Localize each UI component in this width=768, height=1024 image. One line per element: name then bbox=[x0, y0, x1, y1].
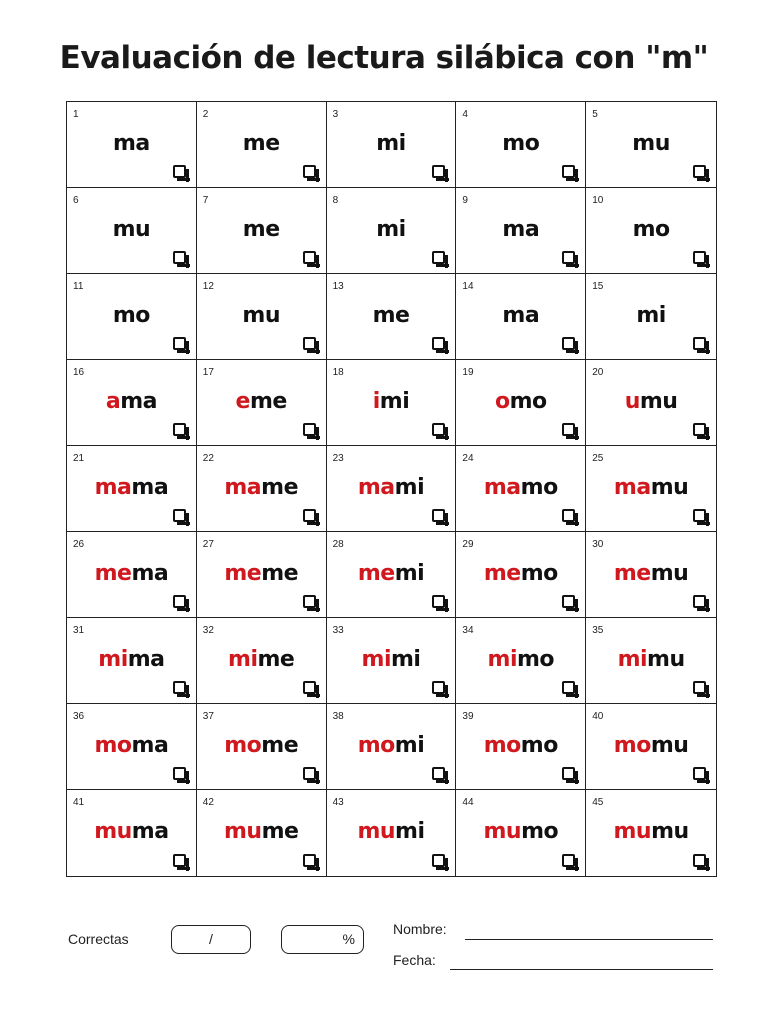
syllable-red-part: me bbox=[224, 561, 262, 586]
checkbox-icon[interactable] bbox=[693, 681, 706, 694]
syllable-red-part: u bbox=[624, 389, 640, 414]
checkbox-icon[interactable] bbox=[562, 509, 575, 522]
cell-number: 21 bbox=[73, 453, 85, 464]
cell-number: 24 bbox=[462, 453, 474, 464]
checkbox-icon[interactable] bbox=[562, 165, 575, 178]
syllable-black-part: me bbox=[261, 475, 299, 500]
syllable-cell bbox=[456, 102, 586, 188]
date-line[interactable] bbox=[450, 969, 713, 970]
syllable-red-part: ma bbox=[483, 475, 521, 500]
correct-label: Correctas bbox=[68, 931, 129, 947]
syllable-black-part: mo bbox=[521, 819, 559, 844]
syllable-word bbox=[327, 819, 456, 844]
syllable-red-part: ma bbox=[94, 475, 132, 500]
checkbox-icon[interactable] bbox=[432, 165, 445, 178]
syllable-black-part: ma bbox=[113, 131, 150, 156]
syllable-black-part: me bbox=[242, 217, 280, 242]
syllable-black-part: ma bbox=[131, 733, 169, 758]
syllable-word bbox=[586, 561, 716, 586]
cell-number: 13 bbox=[332, 281, 344, 292]
syllable-word bbox=[456, 733, 585, 758]
syllable-red-part: ma bbox=[224, 475, 262, 500]
syllable-black-part: ma bbox=[127, 647, 165, 672]
checkbox-icon[interactable] bbox=[173, 251, 186, 264]
syllable-black-part: ma bbox=[131, 475, 169, 500]
syllable-red-part: me bbox=[613, 561, 651, 586]
checkbox-icon[interactable] bbox=[693, 767, 706, 780]
syllable-word bbox=[456, 131, 585, 156]
syllable-red-part: mo bbox=[357, 733, 395, 758]
syllable-word bbox=[327, 217, 456, 242]
syllable-cell bbox=[456, 618, 586, 704]
checkbox-icon[interactable] bbox=[693, 854, 706, 867]
syllable-cell bbox=[327, 360, 457, 446]
syllable-cell bbox=[586, 704, 716, 790]
syllable-grid bbox=[66, 101, 717, 877]
syllable-red-part: ma bbox=[613, 475, 651, 500]
syllable-word bbox=[456, 217, 585, 242]
syllable-black-part: mi bbox=[394, 561, 425, 586]
syllable-black-part: mu bbox=[632, 131, 670, 156]
syllable-cell bbox=[67, 446, 197, 532]
correct-count-field[interactable] bbox=[171, 925, 251, 954]
cell-number: 10 bbox=[592, 195, 604, 206]
syllable-black-part: ma bbox=[502, 217, 540, 242]
cell-number: 4 bbox=[462, 109, 468, 120]
syllable-black-part: mu bbox=[650, 475, 689, 500]
syllable-word bbox=[197, 389, 326, 414]
cell-number: 33 bbox=[332, 625, 344, 636]
syllable-word bbox=[586, 475, 716, 500]
checkbox-icon[interactable] bbox=[173, 337, 186, 350]
cell-number: 25 bbox=[592, 453, 604, 464]
syllable-black-part: mo bbox=[112, 303, 150, 328]
checkbox-icon[interactable] bbox=[562, 337, 575, 350]
cell-number: 36 bbox=[73, 711, 85, 722]
syllable-word bbox=[327, 561, 456, 586]
syllable-word bbox=[327, 733, 456, 758]
syllable-red-part: o bbox=[494, 389, 510, 414]
syllable-red-part: mi bbox=[361, 647, 391, 672]
checkbox-icon[interactable] bbox=[432, 854, 445, 867]
cell-number: 6 bbox=[73, 195, 79, 206]
syllable-word bbox=[197, 819, 326, 844]
cell-number: 23 bbox=[332, 453, 344, 464]
checkbox-icon[interactable] bbox=[432, 767, 445, 780]
syllable-cell bbox=[197, 618, 327, 704]
checkbox-icon[interactable] bbox=[693, 251, 706, 264]
cell-number: 8 bbox=[332, 195, 339, 206]
checkbox-icon[interactable] bbox=[303, 595, 316, 608]
syllable-word bbox=[586, 131, 716, 156]
syllable-red-part: a bbox=[105, 389, 121, 414]
checkbox-icon[interactable] bbox=[173, 681, 186, 694]
syllable-cell bbox=[197, 274, 327, 360]
cell-number: 3 bbox=[332, 109, 339, 120]
syllable-word bbox=[456, 819, 585, 844]
syllable-black-part: mi bbox=[376, 217, 406, 242]
cell-number: 9 bbox=[462, 195, 468, 206]
syllable-black-part: ma bbox=[131, 561, 169, 586]
checkbox-icon[interactable] bbox=[562, 767, 575, 780]
syllable-black-part: mu bbox=[651, 819, 689, 844]
cell-number: 32 bbox=[202, 625, 214, 636]
syllable-word bbox=[197, 131, 326, 156]
cell-number: 40 bbox=[592, 711, 604, 722]
syllable-black-part: me bbox=[242, 131, 280, 156]
syllable-cell bbox=[327, 532, 457, 618]
syllable-cell bbox=[456, 360, 586, 446]
checkbox-icon[interactable] bbox=[432, 337, 445, 350]
syllable-red-part: mi bbox=[228, 647, 258, 672]
cell-number: 42 bbox=[202, 797, 214, 808]
syllable-red-part: i bbox=[372, 389, 380, 414]
syllable-cell bbox=[197, 102, 327, 188]
checkbox-icon[interactable] bbox=[173, 423, 186, 436]
syllable-word bbox=[67, 303, 196, 328]
checkbox-icon[interactable] bbox=[303, 767, 316, 780]
checkbox-icon[interactable] bbox=[303, 423, 316, 436]
syllable-word bbox=[456, 647, 585, 672]
syllable-word bbox=[197, 647, 326, 672]
date-label: Fecha: bbox=[393, 952, 436, 968]
syllable-cell bbox=[456, 446, 586, 532]
cell-number: 16 bbox=[73, 367, 85, 378]
checkbox-icon[interactable] bbox=[173, 854, 186, 867]
syllable-red-part: mi bbox=[98, 647, 128, 672]
syllable-word bbox=[586, 733, 716, 758]
syllable-cell bbox=[67, 188, 197, 274]
cell-number: 15 bbox=[592, 281, 604, 292]
checkbox-icon[interactable] bbox=[562, 681, 575, 694]
syllable-black-part: mo bbox=[502, 131, 540, 156]
syllable-black-part: mi bbox=[379, 389, 410, 414]
cell-number: 2 bbox=[202, 109, 209, 120]
syllable-cell bbox=[67, 102, 197, 188]
syllable-word bbox=[586, 217, 716, 242]
syllable-cell bbox=[327, 704, 457, 790]
syllable-cell bbox=[197, 446, 327, 532]
syllable-red-part: mo bbox=[94, 733, 132, 758]
syllable-cell bbox=[456, 188, 586, 274]
cell-number: 35 bbox=[592, 625, 604, 636]
syllable-word bbox=[456, 561, 585, 586]
syllable-cell bbox=[586, 102, 716, 188]
syllable-cell bbox=[456, 790, 586, 876]
checkbox-icon[interactable] bbox=[693, 423, 706, 436]
syllable-cell bbox=[586, 532, 716, 618]
syllable-cell bbox=[197, 360, 327, 446]
checkbox-icon[interactable] bbox=[173, 767, 186, 780]
syllable-cell bbox=[586, 790, 716, 876]
syllable-cell bbox=[456, 274, 586, 360]
syllable-black-part: mi bbox=[376, 131, 406, 156]
syllable-black-part: mu bbox=[650, 733, 689, 758]
syllable-black-part: mo bbox=[632, 217, 670, 242]
syllable-word bbox=[197, 733, 326, 758]
cell-number: 43 bbox=[332, 797, 344, 808]
cell-number: 28 bbox=[332, 539, 344, 550]
checkbox-icon[interactable] bbox=[303, 165, 316, 178]
checkbox-icon[interactable] bbox=[693, 595, 706, 608]
checkbox-icon[interactable] bbox=[173, 165, 186, 178]
checkbox-icon[interactable] bbox=[303, 509, 316, 522]
cell-number: 39 bbox=[462, 711, 474, 722]
cell-number: 14 bbox=[462, 281, 474, 292]
cell-number: 11 bbox=[73, 281, 84, 292]
syllable-word bbox=[327, 303, 456, 328]
syllable-black-part: mi bbox=[395, 819, 425, 844]
percent-field[interactable] bbox=[281, 925, 364, 954]
syllable-cell bbox=[327, 102, 457, 188]
syllable-black-part: me bbox=[261, 733, 299, 758]
syllable-word bbox=[197, 217, 326, 242]
cell-number: 12 bbox=[202, 281, 214, 292]
syllable-cell bbox=[67, 532, 197, 618]
syllable-cell bbox=[197, 704, 327, 790]
syllable-cell bbox=[67, 274, 197, 360]
syllable-red-part: mi bbox=[487, 647, 517, 672]
syllable-word bbox=[67, 131, 196, 156]
checkbox-icon[interactable] bbox=[693, 509, 706, 522]
syllable-black-part: mi bbox=[390, 647, 421, 672]
syllable-black-part: mo bbox=[517, 647, 555, 672]
syllable-black-part: mi bbox=[394, 733, 425, 758]
cell-number: 38 bbox=[332, 711, 344, 722]
syllable-cell bbox=[197, 532, 327, 618]
syllable-red-part: mo bbox=[224, 733, 262, 758]
syllable-cell bbox=[327, 274, 457, 360]
cell-number: 7 bbox=[202, 195, 209, 206]
syllable-red-part: mu bbox=[483, 819, 522, 844]
syllable-word bbox=[67, 389, 196, 414]
checkbox-icon[interactable] bbox=[693, 165, 706, 178]
cell-number: 34 bbox=[462, 625, 474, 636]
syllable-cell bbox=[67, 790, 197, 876]
syllable-black-part: ma bbox=[131, 819, 169, 844]
syllable-word bbox=[586, 819, 716, 844]
cell-number: 31 bbox=[73, 625, 85, 636]
syllable-word bbox=[67, 217, 196, 242]
syllable-word bbox=[327, 131, 456, 156]
syllable-red-part: ma bbox=[357, 475, 395, 500]
syllable-word bbox=[586, 647, 716, 672]
syllable-black-part: mo bbox=[520, 561, 558, 586]
name-line[interactable] bbox=[465, 939, 713, 940]
checkbox-icon[interactable] bbox=[173, 595, 186, 608]
checkbox-icon[interactable] bbox=[303, 681, 316, 694]
checkbox-icon[interactable] bbox=[432, 509, 445, 522]
checkbox-icon[interactable] bbox=[432, 251, 445, 264]
cell-number: 20 bbox=[592, 367, 604, 378]
syllable-black-part: ma bbox=[120, 389, 157, 414]
cell-number: 41 bbox=[73, 797, 85, 808]
syllable-cell bbox=[67, 360, 197, 446]
cell-number: 26 bbox=[73, 539, 85, 550]
checkbox-icon[interactable] bbox=[303, 854, 316, 867]
cell-number: 18 bbox=[332, 367, 344, 378]
syllable-word bbox=[586, 389, 716, 414]
syllable-cell bbox=[327, 790, 457, 876]
syllable-red-part: mu bbox=[94, 819, 132, 844]
syllable-black-part: mu bbox=[639, 389, 678, 414]
cell-number: 37 bbox=[202, 711, 214, 722]
syllable-black-part: mu bbox=[112, 217, 151, 242]
checkbox-icon[interactable] bbox=[173, 509, 186, 522]
syllable-red-part: me bbox=[483, 561, 521, 586]
syllable-word bbox=[197, 475, 326, 500]
checkbox-icon[interactable] bbox=[562, 251, 575, 264]
syllable-black-part: mi bbox=[394, 475, 425, 500]
syllable-cell bbox=[327, 446, 457, 532]
syllable-red-part: me bbox=[94, 561, 132, 586]
syllable-red-part: mo bbox=[613, 733, 651, 758]
checkbox-icon[interactable] bbox=[303, 337, 316, 350]
syllable-cell bbox=[456, 704, 586, 790]
syllable-word bbox=[67, 647, 196, 672]
cell-number: 45 bbox=[592, 797, 604, 808]
syllable-word bbox=[456, 303, 585, 328]
syllable-word bbox=[67, 733, 196, 758]
cell-number: 19 bbox=[462, 367, 474, 378]
syllable-red-part: mi bbox=[617, 647, 648, 672]
syllable-red-part: mu bbox=[357, 819, 396, 844]
checkbox-icon[interactable] bbox=[562, 423, 575, 436]
cell-number: 22 bbox=[202, 453, 214, 464]
syllable-red-part: e bbox=[235, 389, 250, 414]
syllable-black-part: mu bbox=[650, 561, 689, 586]
syllable-cell bbox=[327, 188, 457, 274]
syllable-cell bbox=[586, 274, 716, 360]
syllable-black-part: me bbox=[261, 561, 299, 586]
syllable-cell bbox=[67, 704, 197, 790]
syllable-word bbox=[327, 647, 456, 672]
syllable-word bbox=[197, 561, 326, 586]
syllable-black-part: mu bbox=[647, 647, 685, 672]
syllable-black-part: ma bbox=[502, 303, 540, 328]
syllable-word bbox=[67, 475, 196, 500]
syllable-cell bbox=[67, 618, 197, 704]
syllable-word bbox=[586, 303, 716, 328]
checkbox-icon[interactable] bbox=[432, 681, 445, 694]
syllable-red-part: mo bbox=[483, 733, 521, 758]
syllable-word bbox=[327, 475, 456, 500]
syllable-red-part: mu bbox=[613, 819, 652, 844]
syllable-black-part: me bbox=[372, 303, 410, 328]
syllable-cell bbox=[197, 188, 327, 274]
checkbox-icon[interactable] bbox=[303, 251, 316, 264]
syllable-word bbox=[197, 303, 326, 328]
checkbox-icon[interactable] bbox=[562, 854, 575, 867]
fraction-separator: / bbox=[209, 931, 213, 947]
checkbox-icon[interactable] bbox=[432, 595, 445, 608]
syllable-word bbox=[327, 389, 456, 414]
cell-number: 27 bbox=[202, 539, 214, 550]
checkbox-icon[interactable] bbox=[562, 595, 575, 608]
syllable-red-part: me bbox=[357, 561, 395, 586]
page-title: Evaluación de lectura silábica con "m" bbox=[59, 40, 709, 76]
syllable-red-part: mu bbox=[223, 819, 262, 844]
syllable-black-part: mi bbox=[636, 303, 666, 328]
cell-number: 17 bbox=[202, 367, 214, 378]
cell-number: 29 bbox=[462, 539, 474, 550]
syllable-word bbox=[67, 819, 196, 844]
syllable-cell bbox=[586, 188, 716, 274]
cell-number: 5 bbox=[592, 109, 598, 120]
syllable-black-part: me bbox=[257, 647, 295, 672]
name-label: Nombre: bbox=[393, 921, 447, 937]
syllable-word bbox=[456, 475, 585, 500]
syllable-black-part: me bbox=[261, 819, 299, 844]
syllable-cell bbox=[586, 446, 716, 532]
syllable-cell bbox=[327, 618, 457, 704]
syllable-word bbox=[67, 561, 196, 586]
cell-number: 44 bbox=[462, 797, 474, 808]
syllable-cell bbox=[586, 618, 716, 704]
cell-number: 30 bbox=[592, 539, 604, 550]
percent-sign: % bbox=[342, 931, 355, 947]
syllable-black-part: mo bbox=[509, 389, 547, 414]
syllable-black-part: mo bbox=[520, 733, 558, 758]
checkbox-icon[interactable] bbox=[693, 337, 706, 350]
syllable-cell bbox=[456, 532, 586, 618]
syllable-black-part: me bbox=[249, 389, 287, 414]
cell-number: 1 bbox=[73, 109, 79, 120]
syllable-cell bbox=[586, 360, 716, 446]
syllable-black-part: mu bbox=[242, 303, 280, 328]
syllable-black-part: mo bbox=[520, 475, 558, 500]
syllable-cell bbox=[197, 790, 327, 876]
syllable-word bbox=[456, 389, 585, 414]
checkbox-icon[interactable] bbox=[432, 423, 445, 436]
